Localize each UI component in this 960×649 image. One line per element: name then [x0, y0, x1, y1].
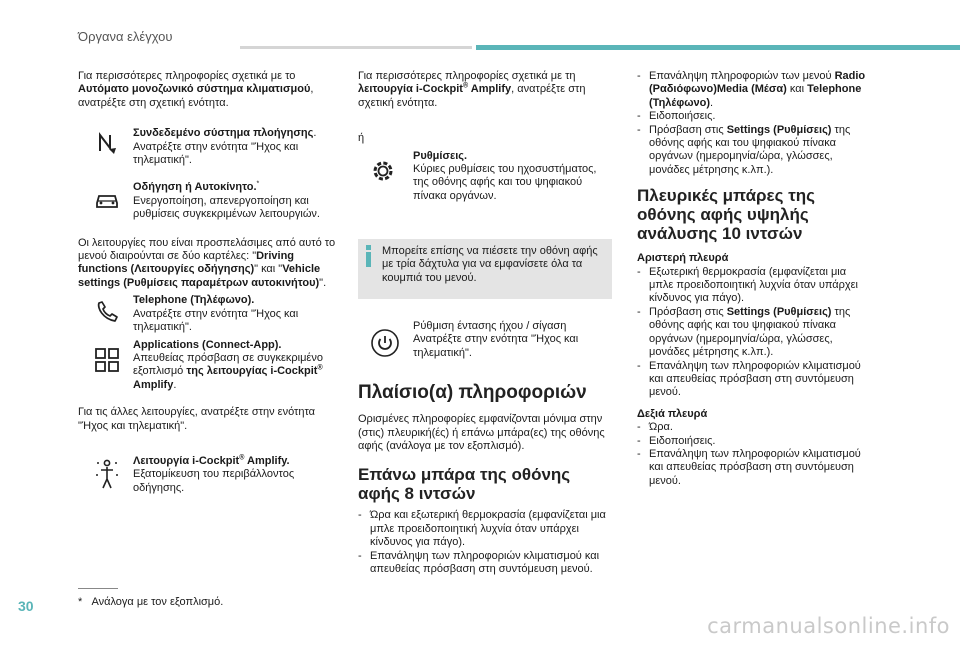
- drive-text: Ενεργοποίηση, απενεργοποίηση και ρυθμίσεις συγκεκριμένων λειτουργιών.: [133, 194, 320, 221]
- apps-item: [78, 339, 340, 393]
- settings-text: Κύριες ρυθμίσεις του ηχοσυστήματος, της οθόνης αφής και του ψηφιακού πίνακα οργάνων.: [413, 163, 597, 202]
- telephone-icon: [94, 299, 120, 325]
- apps-grid-icon: [94, 347, 120, 373]
- telephone-title: Telephone (Τηλέφωνο).: [133, 294, 255, 307]
- nav-title: Συνδεδεμένο σύστημα πλοήγησης: [133, 127, 314, 140]
- power-volume-icon: [370, 328, 400, 358]
- drive-item: Οδήγηση ή Αυτοκίνητο.* Ενεργοποίηση, απενεργοποίηση και ρυθμίσεις συγκεκριμένων λειτουργιών.: [78, 181, 340, 221]
- list-item: - Πρόσβαση στις Settings (Ρυθμίσεις) της οθόνης αφής και του ψηφιακού πίνακα οργάνων (ημερομηνία/ώρα, γλώσσες, μονάδες μέτρησης κ.λπ.).: [637, 124, 873, 178]
- list-item: - Εξωτερική θερμοκρασία (εμφανίζεται μια μπλε προειδοποιητική λυχνία όταν υπάρχει κίνδυνος για πάγο).: [637, 266, 873, 306]
- apps-title: Applications (Connect-App).: [133, 338, 282, 351]
- volume-text: Ανατρέξτε στην ενότητα "Ήχος και τηλεματική".: [413, 333, 579, 359]
- list-item: - Επανάληψη των πληροφοριών κλιματισμού και απευθείας πρόσβαση στη συντόμευση μενού.: [637, 448, 873, 488]
- footnote-rule: [78, 588, 118, 589]
- column-1: [78, 70, 340, 495]
- right-side-heading: Δεξιά πλευρά: [637, 407, 708, 420]
- amplify-text: Εξατομίκευση του περιβάλλοντος οδήγησης.: [133, 468, 295, 494]
- watermark: carmanualsonline.info: [707, 614, 950, 638]
- header-rule-accent: [476, 45, 960, 50]
- page-header-title: Όργανα ελέγχου: [78, 29, 173, 44]
- list-item: - Επανάληψη πληροφοριών των μενού Radio (Ραδιόφωνο)Media (Μέσα) και Telephone (Τηλέφωνο).: [637, 70, 873, 110]
- list-item: - Επανάληψη των πληροφοριών κλιματισμού και απευθείας πρόσβαση στη συντόμευση μενού.: [637, 360, 873, 400]
- info-text: Μπορείτε επίσης να πιέσετε την οθόνη αφής με τρία δάχτυλα για να εμφανίσετε όλα τα κουμπιά του μενού.: [382, 245, 598, 284]
- i-cockpit-amplify-icon: [94, 457, 120, 493]
- list-item: - Ώρα.: [637, 421, 873, 434]
- column-3: [637, 70, 873, 488]
- amplify-title: Λειτουργία i-Cockpit® Amplify.: [133, 454, 290, 467]
- panels-heading: Πλαίσιο(α) πληροφοριών: [358, 382, 587, 404]
- column-2-lower: [358, 320, 614, 576]
- functions-paragraph: Οι λειτουργίες που είναι προσπελάσιμες από αυτό το μενού διαιρούνται σε δύο καρτέλες: "Driving functions (Λειτουργίες οδήγησης)" και "Vehicle settings (Ρυθμίσεις παραμέτρων αυτοκινήτου)".: [78, 236, 336, 289]
- volume-title: Ρύθμιση έντασης ήχου / σίγαση: [413, 320, 567, 332]
- amplify-item: [78, 455, 340, 495]
- settings-gear-icon: [370, 158, 396, 184]
- page-number: 30: [18, 598, 34, 614]
- other-functions-text: Για τις άλλες λειτουργίες, ανατρέξτε στην ενότητα "Ήχος και τηλεματική".: [78, 406, 316, 432]
- side-bars-10-heading: Πλευρικές μπάρες της οθόνης αφής υψηλής ανάλυσης 10 ιντσών: [637, 186, 816, 244]
- telephone-text: Ανατρέξτε στην ενότητα "Ήχος και τηλεματική".: [133, 307, 299, 334]
- nav-text: Ανατρέξτε στην ενότητα "Ήχος και τηλεματική".: [133, 140, 299, 167]
- list-item: - Ειδοποιήσεις.: [637, 110, 873, 123]
- info-box: [358, 239, 612, 299]
- list-item: - Επανάληψη των πληροφοριών κλιματισμού και απευθείας πρόσβαση στη συντόμευση μενού.: [358, 550, 614, 577]
- volume-item: [358, 320, 614, 360]
- list-item: - Πρόσβαση στις Settings (Ρυθμίσεις) της οθόνης αφής και του ψηφιακού πίνακα οργάνων (ημερομηνία/ώρα, γλώσσες, μονάδες μέτρησης κ.λπ.).: [637, 306, 873, 360]
- list-item: - Ειδοποιήσεις.: [637, 435, 873, 448]
- telephone-item: [78, 294, 340, 334]
- panels-text: Ορισμένες πληροφορίες εμφανίζονται μόνιμα στην (στις) πλευρική(ές) ή επάνω μπάρα(ες) της οθόνης αφής (ανάλογα με τον εξοπλισμό).: [358, 413, 605, 453]
- list-item: - Ώρα και εξωτερική θερμοκρασία (εμφανίζεται μια μπλε προειδοποιητική λυχνία όταν υπάρχει κίνδυνος για πάγο).: [358, 509, 614, 549]
- climate-intro: Για περισσότερες πληροφορίες σχετικά με το Αυτόματο μονοζωνικό σύστημα κλιματισμού, ανατρέξτε στη σχετική ενότητα.: [78, 70, 314, 109]
- car-icon: [94, 186, 120, 212]
- apps-text: Απευθείας πρόσβαση σε συγκεκριμένο εξοπλισμό της λειτουργίας i-Cockpit® Amplify.: [133, 351, 323, 391]
- drive-title: Οδήγηση ή Αυτοκίνητο.: [133, 181, 257, 194]
- top-bar-8-heading: Επάνω μπάρα της οθόνης αφής 8 ιντσών: [358, 465, 571, 504]
- column-2: [358, 70, 614, 203]
- navigation-icon: [94, 130, 120, 156]
- left-side-heading: Αριστερή πλευρά: [637, 252, 729, 265]
- amplify-intro: Για περισσότερες πληροφορίες σχετικά με τη λειτουργία i-Cockpit® Amplify, ανατρέξτε στη σχετική ενότητα.: [358, 70, 586, 109]
- settings-item: [358, 150, 614, 204]
- header-rule-grey: [240, 46, 472, 49]
- nav-item: Συνδεδεμένο σύστημα πλοήγησης. Ανατρέξτε στην ενότητα "Ήχος και τηλεματική".: [78, 127, 340, 167]
- settings-title: Ρυθμίσεις.: [413, 149, 468, 162]
- info-icon: [364, 245, 372, 267]
- footnote: * Ανάλογα με τον εξοπλισμό.: [78, 596, 224, 608]
- or-text: ή: [358, 132, 365, 145]
